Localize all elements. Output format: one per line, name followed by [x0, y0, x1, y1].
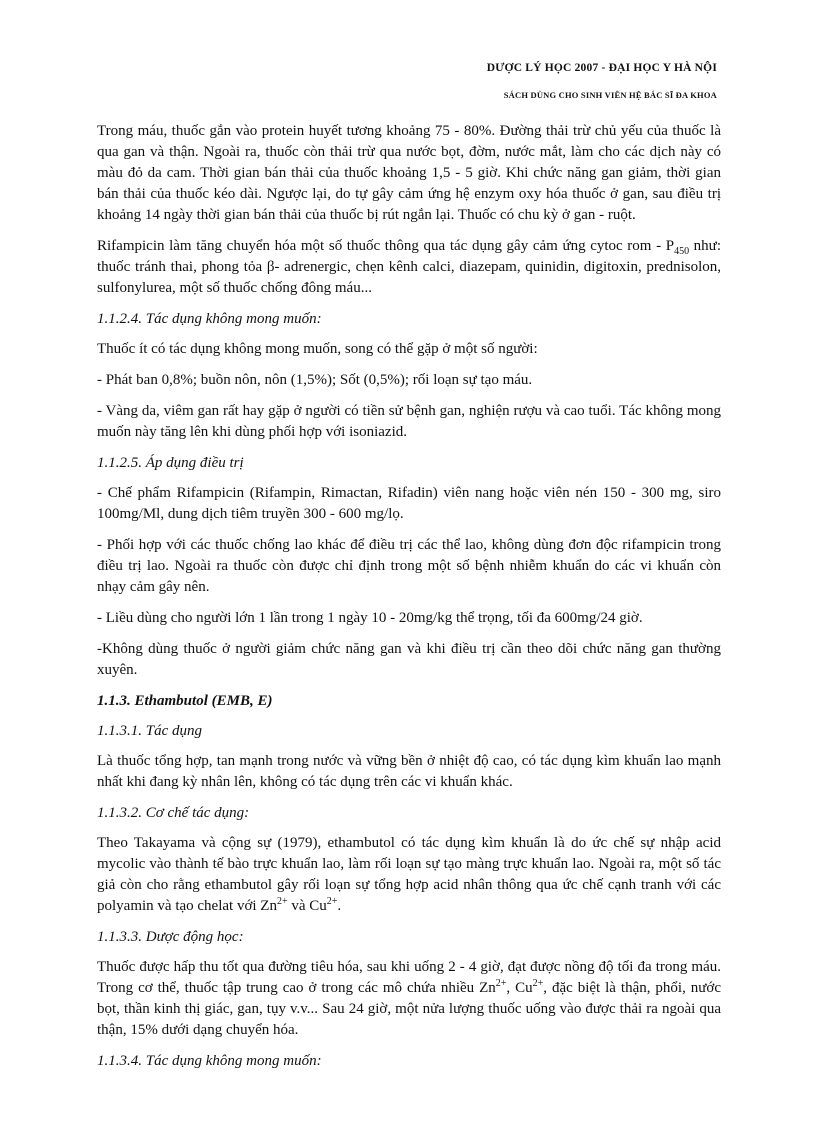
paragraph-side-effects-intro: Thuốc ít có tác dụng không mong muốn, song có thể gặp ở một số người: — [97, 341, 538, 357]
heading-1-1-2-4: 1.1.2.4. Tác dụng không mong muốn: — [97, 311, 322, 327]
page-body — [97, 121, 721, 1081]
paragraph-ethambutol-pk: Thuốc được hấp thu tốt qua đường tiêu hóa, sau khi uống 2 - 4 giờ, đạt được nồng độ tối đa trong máu. Trong cơ thể, thuốc tập trung cao ở trong các mô chứa nhiều $Zn^{2+}$, $Cu^{2+}$, đặc biệt là thận, phổi, nước bọt, thần kinh thị giác, gan, tụy v.v... Sau 24 giờ, một nửa lượng thuốc uống vào được thải ra ngoài qua thận, 15% dưới dạng chuyển hóa. — [97, 959, 721, 1038]
paragraph-mechanism: Theo Takayama và cộng sự (1979), ethambutol có tác dụng kìm khuẩn là do ức chế sự nhập acid mycolic vào thành tế bào trực khuẩn lao, làm rối loạn sự tạo màng trực khuẩn lao. Ngoài ra, một số tác giả còn cho rằng ethambutol gây rối loạn sự tổng hợp acid nhân thông qua ức chế cạnh tranh với các polyamin và tạo chelat với $Zn^{2+}$ và $Cu^{2+}$. — [97, 835, 721, 914]
heading-1-1-3-4: 1.1.3.4. Tác dụng không mong muốn: — [97, 1053, 322, 1069]
superscript-cu: 2+ — [326, 896, 338, 907]
superscript-cu: 2+ — [532, 978, 544, 989]
heading-1-1-2-5: 1.1.2.5. Áp dụng điều trị — [97, 455, 244, 471]
paragraph-preparations: - Chế phẩm Rifampicin (Rifampin, Rimactan, Rifadin) viên nang hoặc viên nén 150 - 300 mg, siro 100mg/Ml, dung dịch tiêm truyền 300 - 600 mg/lọ. — [97, 485, 721, 522]
paragraph-enzyme-induction: Rifampicin làm tăng chuyển hóa một số thuốc thông qua tác dụng gây cảm ứng cytoc rom - $P_{450}$ như: thuốc tránh thai, phong tỏa β- adrenergic, chẹn kênh calci, diazepam, quinidin, digitoxin, prednisolon, sulfonylurea, một số thuốc chống đông máu... — [97, 238, 721, 296]
heading-1-1-3-1: 1.1.3.1. Tác dụng — [97, 723, 202, 739]
subscript-450: 450 — [674, 246, 690, 257]
running-header-title: DƯỢC LÝ HỌC 2007 - ĐẠI HỌC Y HÀ NỘI — [486, 62, 717, 74]
paragraph-dosage: - Liều dùng cho người lớn 1 lần trong 1 ngày 10 - 20mg/kg thể trọng, tối đa 600mg/24 giờ. — [97, 610, 643, 626]
paragraph-ethambutol-action: Là thuốc tổng hợp, tan mạnh trong nước và vững bền ở nhiệt độ cao, có tác dụng kìm khuẩn lao mạnh nhất khi đang kỳ nhân lên, không có tác dụng trên các vi khuẩn khác. — [97, 753, 721, 790]
paragraph-combination: - Phối hợp với các thuốc chống lao khác để điều trị các thể lao, không dùng đơn độc rifampicin trong điều trị lao. Ngoài ra thuốc còn được chỉ định trong một số bệnh nhiễm khuẩn do các vi khuẩn còn nhạy cảm gây nên. — [97, 537, 721, 595]
paragraph-contraindication: -Không dùng thuốc ở người giảm chức năng gan và khi điều trị cần theo dõi chức năng gan thường xuyên. — [97, 641, 721, 678]
paragraph-pharmacokinetics: Trong máu, thuốc gắn vào protein huyết tương khoảng 75 - 80%. Đường thải trừ chủ yếu của thuốc là qua gan và thận. Ngoài ra, thuốc còn thải trừ qua nước bọt, đờm, nước mắt, làm cho các dịch này có màu đỏ da cam. Thời gian bán thải của thuốc khoảng 1,5 - 5 giờ. Khi chức năng gan giảm, thời gian bán thải của thuốc kéo dài. Ngược lại, do tự gây cảm ứng hệ enzym oxy hóa thuốc ở gan, sau điều trị khoảng 14 ngày thời gian bán thải của thuốc bị rút ngắn lại. Thuốc có chu kỳ ở gan - ruột. — [97, 123, 721, 223]
running-header-subtitle: SÁCH DÙNG CHO SINH VIÊN HỆ BÁC SĨ ĐA KHOA — [503, 90, 717, 100]
heading-1-1-3-ethambutol: 1.1.3. Ethambutol (EMB, E) — [97, 693, 273, 709]
paragraph-side-effects-list-1: - Phát ban 0,8%; buồn nôn, nôn (1,5%); Sốt (0,5%); rối loạn sự tạo máu. — [97, 372, 533, 388]
heading-1-1-3-2: 1.1.3.2. Cơ chế tác dụng: — [97, 805, 250, 821]
superscript-zn: 2+ — [276, 896, 288, 907]
heading-1-1-3-3: 1.1.3.3. Dược động học: — [97, 929, 244, 945]
paragraph-side-effects-list-2: - Vàng da, viêm gan rất hay gặp ở người có tiền sử bệnh gan, nghiện rượu và cao tuổi. Tác không mong muốn này tăng lên khi dùng phối hợp với isoniazid. — [97, 403, 721, 440]
superscript-zn: 2+ — [495, 978, 507, 989]
